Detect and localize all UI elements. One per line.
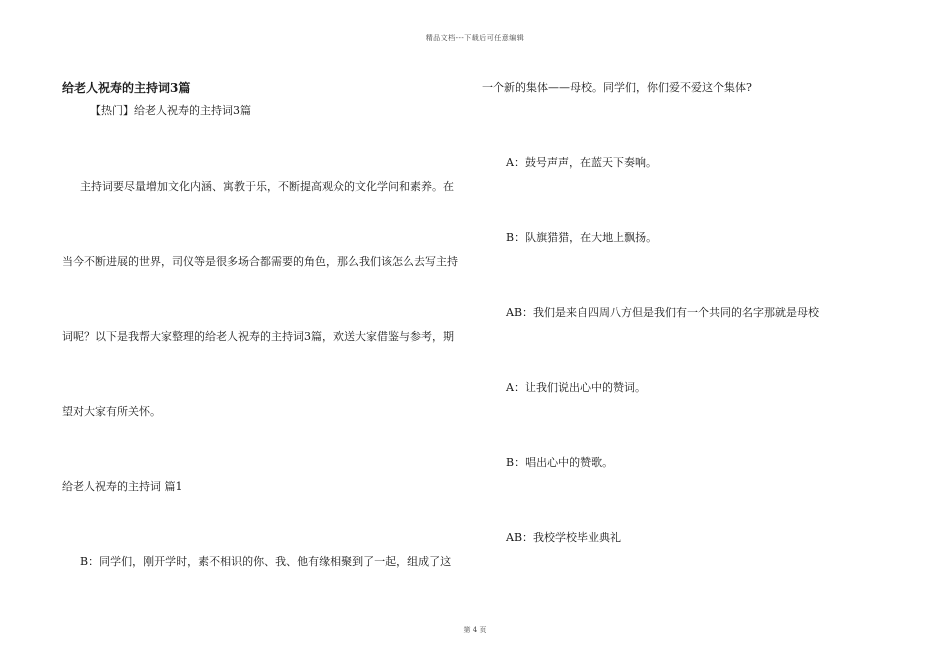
document-subtitle: 【热门】给老人祝寿的主持词3篇 bbox=[90, 104, 251, 117]
dialogue-line: AB：我校学校毕业典礼 bbox=[506, 531, 622, 544]
dialogue-line: 一个新的集体——母校。同学们，你们爱不爱这个集体? bbox=[482, 81, 752, 94]
dialogue-line: AB：我们是来自四周八方但是我们有一个共同的名字那就是母校 bbox=[506, 306, 820, 319]
document-header-note: 精品文档---下载后可任意编辑 bbox=[425, 34, 525, 42]
dialogue-line: A：鼓号声声，在蓝天下奏响。 bbox=[506, 156, 657, 169]
page-number: 第 4 页 bbox=[463, 626, 487, 634]
document-title: 给老人祝寿的主持词3篇 bbox=[62, 81, 191, 95]
paragraph-line: 望对大家有所关怀。 bbox=[62, 405, 161, 418]
paragraph-line: 词呢？以下是我帮大家整理的给老人祝寿的主持词3篇，欢送大家借鉴与参考，期 bbox=[62, 330, 454, 343]
section-heading: 给老人祝寿的主持词 篇1 bbox=[62, 480, 183, 493]
dialogue-line: B：队旗猎猎，在大地上飘扬。 bbox=[506, 231, 658, 244]
dialogue-line: A：让我们说出心中的赞词。 bbox=[506, 381, 646, 394]
paragraph-line: 当今不断进展的世界，司仪等是很多场合都需要的角色，那么我们该怎么去写主持 bbox=[62, 255, 458, 268]
dialogue-line: B：同学们，刚开学时，素不相识的你、我、他有缘相聚到了一起，组成了这 bbox=[80, 555, 452, 568]
paragraph-line: 主持词要尽量增加文化内涵、寓教于乐，不断提高观众的文化学问和素养。在 bbox=[80, 180, 454, 193]
dialogue-line: B：唱出心中的赞歌。 bbox=[506, 456, 614, 469]
